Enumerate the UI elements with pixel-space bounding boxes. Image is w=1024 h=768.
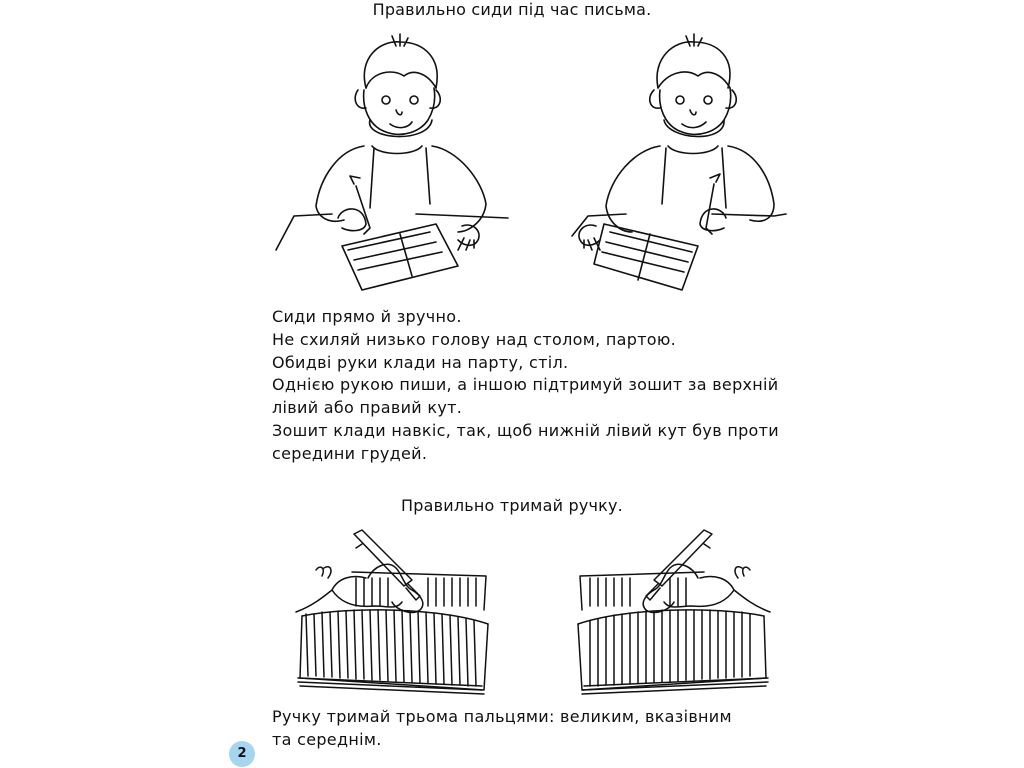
grip-rule-line: Ручку тримай трьома пальцями: великим, вказівним — [272, 707, 732, 726]
page-number-badge: 2 — [229, 741, 255, 767]
posture-rule-line: середини грудей. — [272, 443, 428, 463]
right-child-figure — [572, 34, 786, 290]
posture-rules — [272, 306, 832, 466]
left-child-figure — [276, 34, 508, 290]
sitting-children-illustration — [268, 28, 788, 300]
posture-rule-line: Зошит клади навкіс, так, щоб нижній лівий кут був проти — [272, 420, 779, 440]
grip-rules — [272, 706, 832, 752]
posture-heading: Правильно сиди під час письма. — [372, 0, 652, 19]
pen-grip-illustration — [292, 526, 772, 696]
left-hand-notebook — [296, 530, 488, 694]
posture-rule-line: лівий або правий кут. — [272, 398, 463, 418]
posture-rule-line: Сиди прямо й зручно. — [272, 307, 462, 326]
posture-rule-line: Однією рукою пиши, а іншою підтримуй зошит за верхній — [272, 375, 779, 395]
posture-rule-line: Обидві руки клади на парту, стіл. — [272, 352, 569, 372]
grip-heading: Правильно тримай ручку. — [401, 496, 623, 515]
grip-rule-line: та середнім. — [272, 729, 382, 749]
posture-rule-line: Не схиляй низько голову над столом, партою. — [272, 329, 677, 349]
right-hand-notebook — [578, 530, 770, 694]
